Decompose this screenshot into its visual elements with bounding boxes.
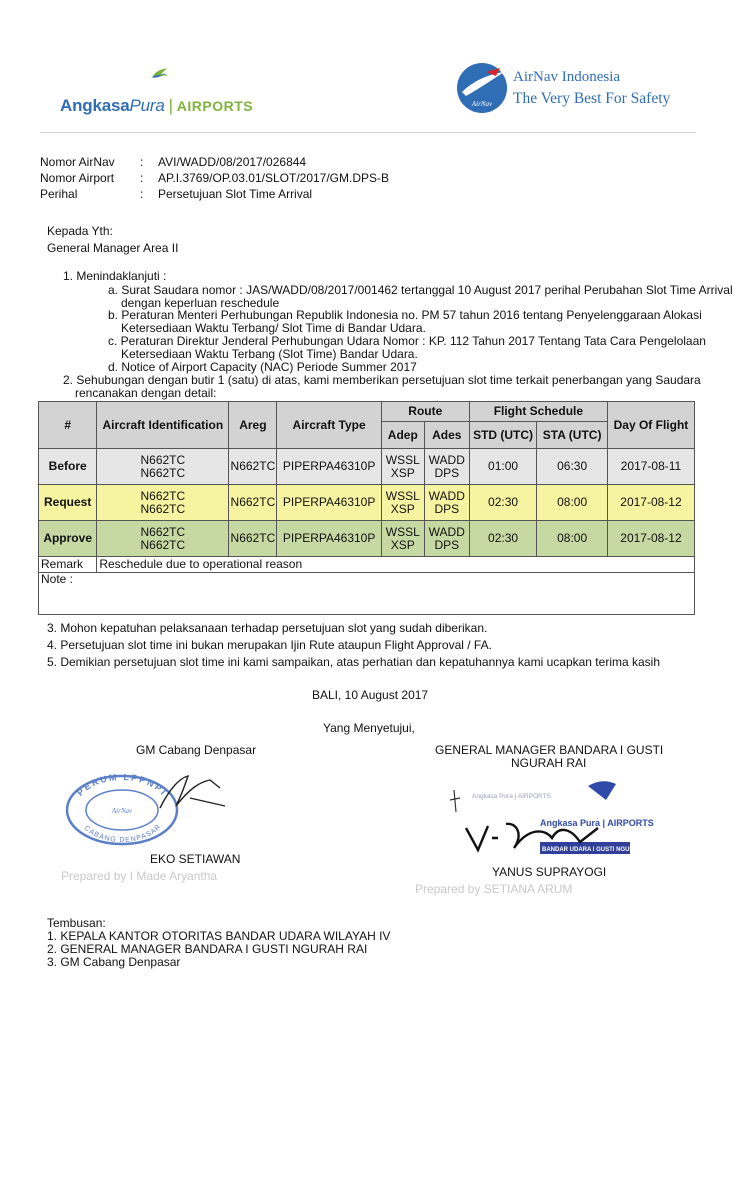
right-signatory-title-line2: NGURAH RAI	[511, 756, 587, 770]
recipient-label: Kepada Yth:	[47, 224, 113, 238]
ades-line: DPS	[434, 501, 460, 516]
cell-day: 2017-08-12	[607, 521, 694, 557]
ades-line: DPS	[434, 537, 460, 552]
remark-label: Remark	[39, 557, 97, 573]
adep-line: WSSL	[385, 452, 420, 467]
brand-pura: Pura	[129, 96, 165, 115]
col-header-flight-schedule: Flight Schedule	[469, 402, 607, 422]
meta-label: Perihal	[40, 187, 78, 201]
row-label: Approve	[39, 521, 97, 557]
col-header-sta: STA (UTC)	[537, 422, 608, 449]
aircraft-id-line: N662TC	[140, 452, 186, 467]
airnav-emblem-text: AirNav	[471, 100, 493, 108]
point-1c: c. Peraturan Direktur Jenderal Perhubungan Udara Nomor : KP. 112 Tahun 2017 Tentang Tata Cara Pengelolaan	[108, 334, 706, 348]
col-header-num: #	[39, 402, 97, 449]
point-3: 3. Mohon kepatuhan pelaksanaan terhadap persetujuan slot yang sudah diberikan.	[47, 621, 488, 635]
ades-line: WADD	[428, 524, 465, 539]
col-header-adep: Adep	[381, 422, 424, 449]
aircraft-id-line: N662TC	[140, 524, 186, 539]
ades-line: DPS	[434, 465, 460, 480]
stamp-bottom-text: CABANG DENPASAR	[82, 823, 163, 845]
header-divider	[40, 132, 696, 133]
cell-ades	[424, 449, 469, 485]
meta-colon: :	[140, 187, 144, 201]
aircraft-id-line: N662TC	[140, 465, 186, 480]
cc-item: 1. KEPALA KANTOR OTORITAS BANDAR UDARA WILAYAH IV	[47, 929, 391, 943]
cell-std: 02:30	[469, 521, 537, 557]
meta-colon: :	[140, 171, 144, 185]
aircraft-id-line: N662TC	[140, 501, 186, 516]
meta-colon: :	[140, 155, 144, 169]
airnav-emblem	[456, 62, 508, 114]
cell-sta: 08:00	[537, 485, 608, 521]
ades-line: WADD	[428, 452, 465, 467]
adep-line: WSSL	[385, 524, 420, 539]
col-header-aircraft-id: Aircraft Identification	[97, 402, 229, 449]
cell-std: 01:00	[469, 449, 537, 485]
table-row-approve	[39, 521, 695, 557]
meta-row-airport	[40, 170, 389, 186]
stamp-center-text: AirNav	[111, 807, 133, 815]
left-prepared-by: Prepared by I Made Aryantha	[61, 869, 218, 883]
stamp-band-text: BANDAR UDARA I GUSTI NGURAH RAI	[542, 847, 655, 853]
col-header-day-of-flight: Day Of Flight	[607, 402, 694, 449]
cell-areg: N662TC	[229, 521, 277, 557]
table-row-before	[39, 449, 695, 485]
adep-line: XSP	[390, 537, 415, 552]
cell-ades	[424, 521, 469, 557]
cell-adep	[381, 521, 424, 557]
col-header-ades: Ades	[424, 422, 469, 449]
cell-aircraft-type: PIPERPA46310P	[277, 485, 381, 521]
aircraft-id-line: N662TC	[140, 537, 186, 552]
approved-by-label: Yang Menyetujui,	[323, 721, 415, 735]
right-signatory-name: YANUS SUPRAYOGI	[492, 865, 607, 879]
right-signature-and-stamp	[448, 778, 655, 870]
right-prepared-by: Prepared by SETIANA ARUM	[415, 882, 573, 896]
angkasa-pura-brand	[60, 96, 253, 116]
airnav-name: AirNav Indonesia	[513, 69, 621, 85]
table-header-row	[39, 402, 695, 422]
meta-label: Nomor Airport	[40, 171, 115, 185]
point-1b-cont: Ketersediaan Waktu Terbang/ Slot Time di Bandar Udara.	[121, 321, 426, 335]
point-4: 4. Persetujuan slot time ini bukan merupakan Ijin Rute ataupun Flight Approval / FA.	[47, 638, 492, 652]
slot-schedule-table	[38, 401, 695, 615]
col-header-areg: Areg	[229, 402, 277, 449]
left-signature	[150, 768, 230, 818]
point-1c-cont: Ketersediaan Waktu Terbang (Slot Time) Bandar Udara.	[121, 347, 418, 361]
table-row-note	[39, 573, 695, 615]
cc-title: Tembusan:	[47, 916, 106, 930]
aircraft-id-line: N662TC	[140, 488, 186, 503]
cc-item: 3. GM Cabang Denpasar	[47, 955, 181, 969]
meta-value: AP.I.3769/OP.03.01/SLOT/2017/GM.DPS-B	[158, 171, 390, 185]
point-2-cont: rencanakan dengan detail:	[75, 386, 217, 400]
cell-aircraft-id	[97, 485, 229, 521]
cell-areg: N662TC	[229, 449, 277, 485]
meta-row-airnav	[40, 154, 389, 170]
recipient-name: General Manager Area II	[47, 241, 179, 255]
col-header-std: STD (UTC)	[469, 422, 537, 449]
cell-areg: N662TC	[229, 485, 277, 521]
point-1a-cont: dengan keperluan reschedule	[121, 296, 280, 310]
cell-aircraft-id	[97, 449, 229, 485]
point-2: 2. Sehubungan dengan butir 1 (satu) di atas, kami memberikan persetujuan slot time terkait penerbangan yang Saudara	[63, 373, 701, 387]
place-date: BALI, 10 August 2017	[312, 688, 429, 702]
brand-angkasa: Angkasa	[60, 96, 130, 115]
cell-day: 2017-08-11	[607, 449, 694, 485]
stamp-top-text: PERUM LPPNPI	[75, 771, 170, 798]
point-1: 1. Menindaklanjuti :	[63, 269, 167, 283]
note-label: Note :	[39, 573, 695, 615]
adep-line: WSSL	[385, 488, 420, 503]
angkasa-pura-logo-mark	[150, 58, 212, 94]
adep-line: XSP	[390, 501, 415, 516]
cell-aircraft-type: PIPERPA46310P	[277, 449, 381, 485]
right-signatory-title-line1: GENERAL MANAGER BANDARA I GUSTI	[435, 743, 664, 757]
meta-value: AVI/WADD/08/2017/026844	[158, 155, 307, 169]
point-5: 5. Demikian persetujuan slot time ini kami sampaikan, atas perhatian dan kepatuhannya kami ucapkan terima kasih	[47, 655, 660, 669]
col-header-route: Route	[381, 402, 469, 422]
cell-day: 2017-08-12	[607, 485, 694, 521]
row-label: Request	[39, 485, 97, 521]
document-meta	[40, 154, 389, 202]
row-label: Before	[39, 449, 97, 485]
ades-line: WADD	[428, 488, 465, 503]
stamp-small-brand: Angkasa Pura | AIRPORTS	[472, 793, 551, 800]
remark-value: Reschedule due to operational reason	[97, 557, 695, 573]
cell-adep	[381, 449, 424, 485]
cell-sta: 08:00	[537, 521, 608, 557]
left-signatory-title: GM Cabang Denpasar	[136, 743, 257, 757]
table-row-remark	[39, 557, 695, 573]
adep-line: XSP	[390, 465, 415, 480]
airnav-tagline: The Very Best For Safety	[513, 90, 671, 107]
left-signatory-name: EKO SETIAWAN	[150, 852, 241, 866]
cell-aircraft-id	[97, 521, 229, 557]
col-header-aircraft-type: Aircraft Type	[277, 402, 381, 449]
meta-value: Persetujuan Slot Time Arrival	[158, 187, 313, 201]
point-1d: d. Notice of Airport Capacity (NAC) Periode Summer 2017	[108, 360, 417, 374]
cc-item: 2. GENERAL MANAGER BANDARA I GUSTI NGURAH RAI	[47, 942, 368, 956]
cell-sta: 06:30	[537, 449, 608, 485]
cell-adep	[381, 485, 424, 521]
table-row-request	[39, 485, 695, 521]
brand-divider: |	[168, 96, 173, 115]
cell-ades	[424, 485, 469, 521]
cell-aircraft-type: PIPERPA46310P	[277, 521, 381, 557]
point-1b: b. Peraturan Menteri Perhubungan Republik Indonesia no. PM 57 tahun 2016 tentang Penyelenggaraan Alokasi	[108, 308, 702, 322]
meta-row-perihal	[40, 186, 389, 202]
meta-label: Nomor AirNav	[40, 155, 115, 169]
stamp-brand: Angkasa Pura | AIRPORTS	[540, 818, 654, 828]
brand-airports: AIRPORTS	[176, 98, 254, 114]
point-1a: a. Surat Saudara nomor : JAS/WADD/08/2017/001462 tertanggal 10 August 2017 perihal Perubahan Slot Time Arrival	[108, 283, 733, 297]
cell-std: 02:30	[469, 485, 537, 521]
